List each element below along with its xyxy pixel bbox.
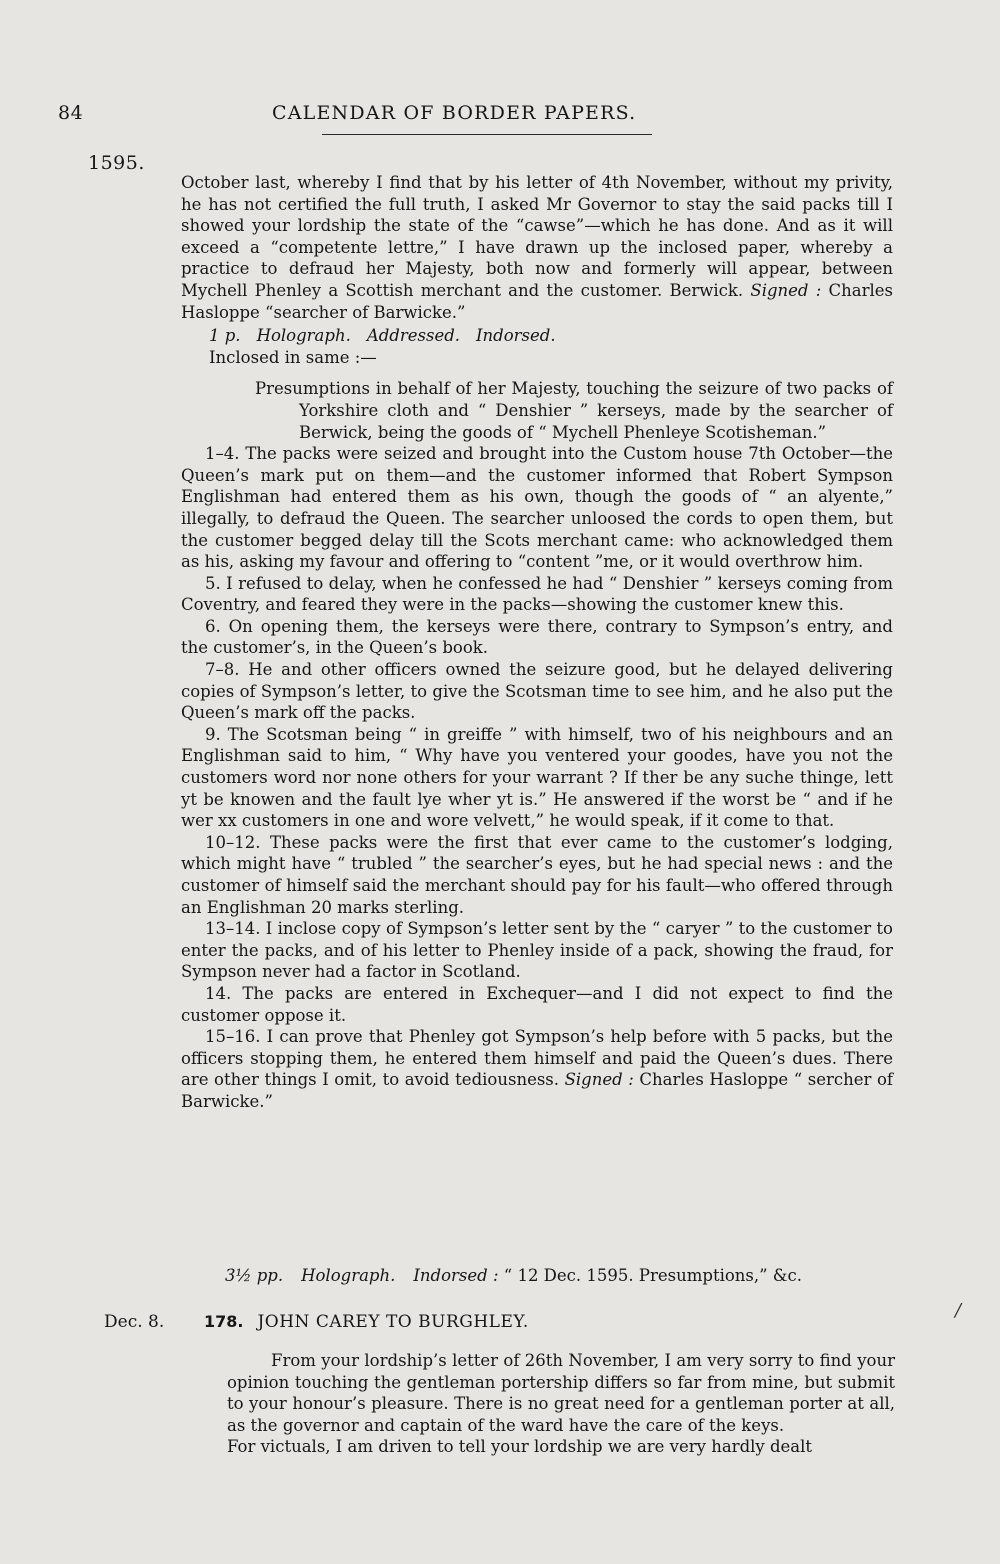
- running-title: CALENDAR OF BORDER PAPERS.: [272, 102, 637, 124]
- opening-signed-label: Signed :: [750, 280, 822, 300]
- entry-paragraph: For victuals, I am driven to tell your lordship we are very hardly dealt: [227, 1437, 813, 1457]
- note-holograph: Holograph.: [256, 326, 351, 346]
- presumption-paragraph: 6. On opening them, the kerseys were there, contrary to Sympson’s entry, and the customer’s, in the Queen’s book.: [181, 616, 893, 658]
- margin-year: 1595.: [88, 152, 145, 174]
- entry-body: [227, 1350, 895, 1458]
- letter-body: [181, 172, 893, 1113]
- last-signed-label: Signed :: [564, 1070, 634, 1090]
- presumption-paragraph: 5. I refused to delay, when he confessed he had “ Denshier ” kerseys coming from Coventry, and feared they were in the packs—showing the customer knew this.: [181, 573, 893, 615]
- pages-size: 3½ pp.: [225, 1266, 284, 1285]
- note-addressed: Addressed.: [366, 326, 461, 346]
- presumption-list: [181, 443, 893, 1112]
- opening-text: October last, whereby I find that by his letter of 4th November, without my privity, he has not certified the full truth, I asked Mr Governor to stay the said packs till I showed your lordship the state of the “cawse”—which he has done. And as it will exceed a “competente lettre,” I have drawn up the inclosed paper, whereby a practice to defraud her Majesty, both now and formerly will appear, between Mychell Phenley a Scottish merchant and the customer. Berwick.: [181, 173, 893, 300]
- note-size: 1 p.: [209, 326, 241, 346]
- inclosed-label: Inclosed in same :—: [209, 347, 377, 367]
- page-header: [0, 102, 1000, 134]
- pages-indorsed-text: “ 12 Dec. 1595. Presumptions,” &c.: [503, 1266, 802, 1285]
- header-rule: [322, 134, 652, 135]
- presumption-paragraph-last: [181, 1026, 893, 1112]
- pages-indorsed-label: Indorsed :: [413, 1266, 499, 1285]
- stray-pencil-mark: /: [955, 1300, 962, 1321]
- editorial-note: [181, 325, 893, 347]
- pages-note: [181, 1266, 893, 1285]
- note-indorsed: Indorsed.: [476, 326, 556, 346]
- entry-heading: [204, 1312, 529, 1332]
- presumption-paragraph: 14. The packs are entered in Exchequer—and I did not expect to find the customer oppose it.: [181, 983, 893, 1025]
- opening-signed-text: Charles Hasloppe “searcher of Barwicke.”: [181, 280, 893, 322]
- entry-date: Dec. 8.: [104, 1312, 165, 1332]
- presumption-paragraph: 10–12. These packs were the first that ever came to the customer’s lodging, which might have “ trubled ” the searcher’s eyes, but he had special news : and the customer of himself said the merchant should pay for his fault—who offered through an Englishman 20 marks sterling.: [181, 832, 893, 917]
- entry-number: 178.: [204, 1312, 244, 1331]
- presumption-paragraph: 1–4. The packs were seized and brought into the Custom house 7th October—the Queen’s mark put on them—and the customer informed that Robert Sympson Englishman had entered them as his own, though the goods of “ an alyente,” illegally, to defraud the Queen. The searcher unloosed the cords to open them, but the customer begged delay till the Scots merchant came: who acknowledged them as his, asking my favour and offering to “content ”me, or it would overthrow him.: [181, 444, 893, 572]
- presumption-paragraph: 7–8. He and other officers owned the seizure good, but he delayed delivering copies of Sympson’s letter, to give the Scotsman time to see him, and he also put the Queen’s mark off the packs.: [181, 660, 893, 723]
- entry-paragraph: From your lordship’s letter of 26th November, I am very sorry to find your opinion touching the gentleman portership differs so far from mine, but submit to your honour’s pleasure. There is no great need for a gentleman porter at all, as the governor and captain of the ward have the care of the keys.: [227, 1351, 895, 1435]
- page-number: 84: [58, 102, 84, 124]
- entry-title: JOHN CAREY TO BURGHLEY.: [257, 1312, 529, 1332]
- presumption-paragraph: 9. The Scotsman being “ in greiffe ” with himself, two of his neighbours and an Englishman said to him, “ Why have you ventered your goodes, have you not the customers word nor none others for your warrant ? If ther be any suche thinge, lett yt be knowen and the fault lye wher yt is.” He answered if the worst be “ and if he wer xx customers in one and wore velvett,” he would speak, if it come to that.: [181, 724, 893, 831]
- pages-holograph: Holograph.: [301, 1266, 396, 1285]
- last-signed-text: Charles Hasloppe “ sercher of Barwicke.”: [181, 1070, 893, 1111]
- presumption-paragraph: 13–14. I inclose copy of Sympson’s letter sent by the “ caryer ” to the customer to enter the packs, and of his letter to Phenley inside of a pack, showing the fraud, for Sympson never had a factor in Scotland.: [181, 919, 893, 982]
- presumption-title: Presumptions in behalf of her Majesty, touching the seizure of two packs of Yorkshire cloth and “ Denshier ” kerseys, made by the searcher of Berwick, being the goods of “ Mychell Phenleye Scotisheman.”: [255, 379, 893, 442]
- opening-paragraph: [181, 172, 893, 323]
- last-paragraph-text: 15–16. I can prove that Phenley got Sympson’s help before with 5 packs, but the officers stopping them, he entered them himself and paid the Queen’s dues. There are other things I omit, to avoid tediousness.: [181, 1027, 893, 1090]
